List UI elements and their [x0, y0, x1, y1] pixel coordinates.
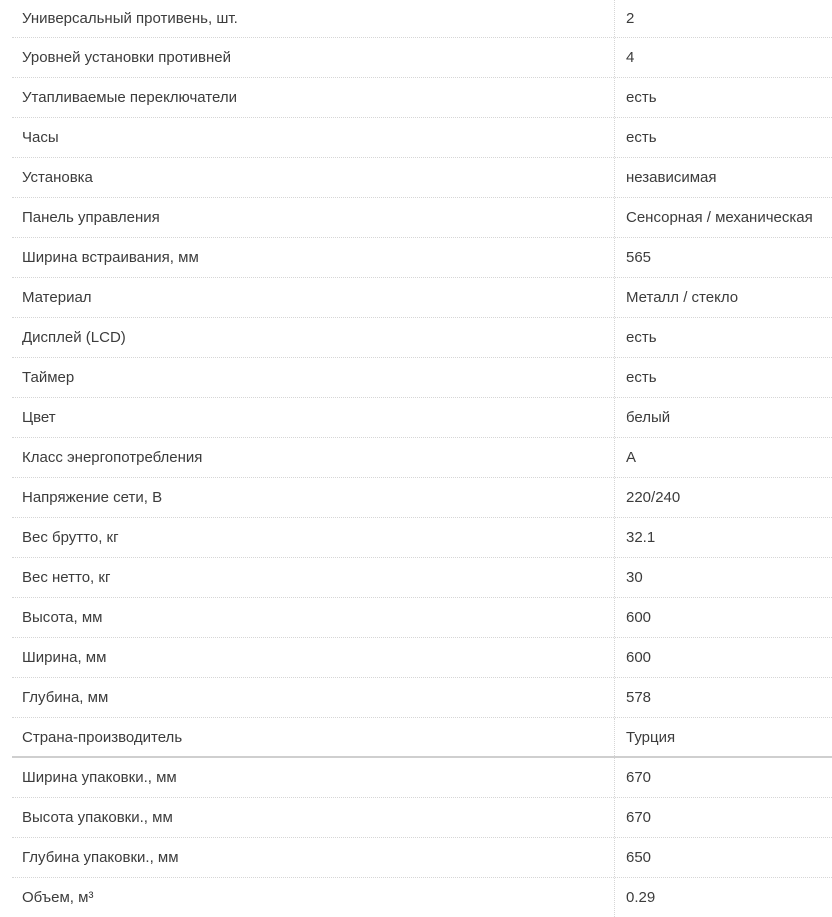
spec-label: Глубина, мм — [22, 689, 109, 706]
spec-label: Класс энергопотребления — [22, 449, 203, 466]
spec-value: есть — [614, 118, 832, 157]
spec-value: 600 — [614, 638, 832, 677]
spec-row — [12, 598, 832, 638]
spec-row — [12, 318, 832, 358]
spec-value: белый — [614, 398, 832, 437]
spec-row — [12, 358, 832, 398]
spec-label: Утапливаемые переключатели — [22, 89, 237, 106]
spec-label: Материал — [22, 289, 92, 306]
spec-row — [12, 878, 832, 917]
spec-label: Часы — [22, 129, 59, 146]
spec-label: Объем, м³ — [22, 889, 94, 906]
spec-label: Высота упаковки., мм — [22, 809, 173, 826]
spec-label: Цвет — [22, 409, 56, 426]
spec-row — [12, 758, 832, 798]
spec-row — [12, 638, 832, 678]
spec-value: 2 — [614, 0, 832, 37]
spec-label: Вес нетто, кг — [22, 569, 111, 586]
spec-label: Таймер — [22, 369, 75, 386]
spec-row — [12, 838, 832, 878]
spec-value: Металл / стекло — [614, 278, 832, 317]
spec-value: 565 — [614, 238, 832, 277]
spec-value: Турция — [614, 718, 832, 756]
spec-value: 670 — [614, 798, 832, 837]
spec-label: Ширина, мм — [22, 649, 107, 666]
spec-label: Ширина встраивания, мм — [22, 249, 199, 266]
spec-row — [12, 478, 832, 518]
spec-value: 670 — [614, 758, 832, 797]
spec-label: Установка — [22, 169, 93, 186]
spec-row — [12, 438, 832, 478]
spec-value: 650 — [614, 838, 832, 877]
spec-value: есть — [614, 358, 832, 397]
spec-row — [12, 798, 832, 838]
spec-row — [12, 238, 832, 278]
spec-row — [12, 518, 832, 558]
spec-label: Ширина упаковки., мм — [22, 769, 177, 786]
spec-value: A — [614, 438, 832, 477]
spec-value: 0.29 — [614, 878, 832, 917]
spec-row — [12, 158, 832, 198]
spec-value: 578 — [614, 678, 832, 717]
spec-label: Универсальный противень, шт. — [22, 9, 238, 27]
spec-value: Сенсорная / механическая — [614, 198, 832, 237]
spec-row — [12, 398, 832, 438]
spec-row — [12, 198, 832, 238]
spec-row — [12, 0, 832, 38]
spec-row — [12, 718, 832, 758]
spec-label: Вес брутто, кг — [22, 529, 119, 546]
spec-value: 600 — [614, 598, 832, 637]
spec-value: 30 — [614, 558, 832, 597]
spec-row — [12, 38, 832, 78]
spec-row — [12, 118, 832, 158]
spec-value: 220/240 — [614, 478, 832, 517]
spec-label: Напряжение сети, В — [22, 489, 163, 506]
spec-value: есть — [614, 78, 832, 117]
spec-label: Дисплей (LCD) — [22, 329, 126, 346]
spec-value: 32.1 — [614, 518, 832, 557]
spec-row — [12, 278, 832, 318]
spec-label: Глубина упаковки., мм — [22, 849, 179, 866]
spec-value: 4 — [614, 38, 832, 77]
spec-value: есть — [614, 318, 832, 357]
spec-label: Высота, мм — [22, 609, 103, 626]
spec-value: независимая — [614, 158, 832, 197]
spec-label: Уровней установки противней — [22, 49, 231, 66]
spec-label: Страна-производитель — [22, 728, 183, 746]
spec-row — [12, 78, 832, 118]
spec-label: Панель управления — [22, 209, 160, 226]
spec-row — [12, 678, 832, 718]
spec-row — [12, 558, 832, 598]
